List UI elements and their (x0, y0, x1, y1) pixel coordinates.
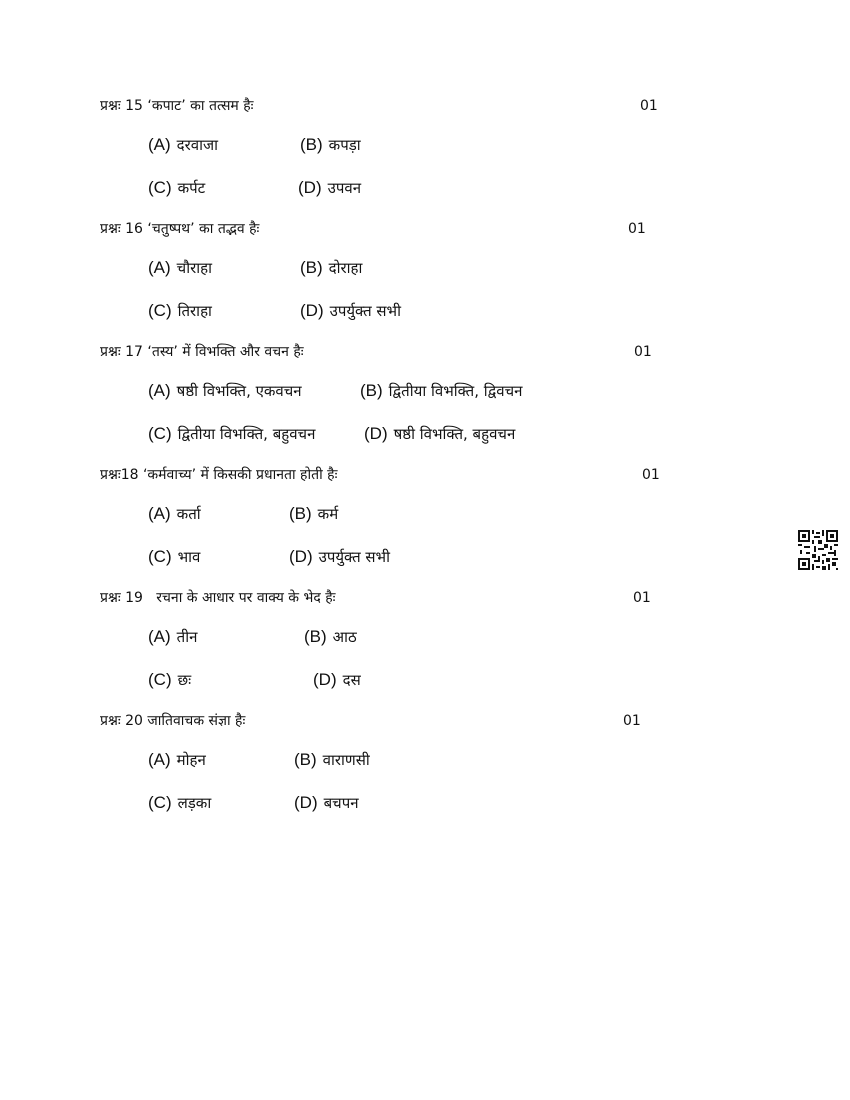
option-text: चौराहा (176, 259, 212, 277)
question-marks: 01 (628, 221, 646, 237)
option-text: बचपन (323, 794, 359, 812)
option-label: (A) (148, 135, 171, 154)
option-label: (A) (148, 627, 171, 646)
option-label: (B) (294, 750, 317, 769)
option-d (300, 300, 401, 322)
option-a (148, 380, 302, 402)
option-label: (B) (300, 135, 323, 154)
question-marks: 01 (640, 98, 658, 114)
option-text: दोराहा (328, 259, 363, 277)
option-label: (D) (289, 547, 313, 566)
option-label: (A) (148, 504, 171, 523)
option-b (289, 503, 338, 525)
question-17 (0, 342, 850, 465)
option-b (294, 749, 370, 771)
option-text: कपड़ा (328, 136, 361, 154)
question-marks: 01 (642, 467, 660, 483)
question-text: प्रश्नः 20 जातिवाचक संज्ञा हैः (100, 713, 246, 729)
question-marks: 01 (623, 713, 641, 729)
question-text: प्रश्नः 17 ‘तस्य’ में विभक्ति और वचन हैः (100, 344, 304, 360)
option-d (364, 423, 515, 445)
option-text: षष्ठी विभक्ति, एकवचन (176, 382, 302, 400)
option-b (300, 257, 362, 279)
option-a (148, 134, 218, 156)
option-label: (A) (148, 750, 171, 769)
option-label: (C) (148, 670, 172, 689)
option-label: (B) (289, 504, 312, 523)
option-label: (B) (300, 258, 323, 277)
option-text: कर्ता (176, 505, 201, 523)
option-c (148, 792, 211, 814)
option-text: कर्म (317, 505, 339, 523)
option-label: (B) (304, 627, 327, 646)
option-a (148, 749, 206, 771)
option-a (148, 503, 201, 525)
option-b (300, 134, 361, 156)
option-text: दरवाजा (176, 136, 219, 154)
option-c (148, 423, 315, 445)
option-label: (D) (300, 301, 324, 320)
option-label: (B) (360, 381, 383, 400)
option-label: (D) (313, 670, 337, 689)
option-c (148, 669, 191, 691)
option-a (148, 257, 212, 279)
option-label: (C) (148, 793, 172, 812)
option-text: छः (177, 671, 192, 689)
option-label: (C) (148, 547, 172, 566)
option-b (360, 380, 522, 402)
option-text: कर्पट (177, 179, 206, 197)
option-d (313, 669, 361, 691)
question-text: प्रश्नः 19 रचना के आधार पर वाक्य के भेद हैः (100, 590, 336, 606)
option-text: तिराहा (177, 302, 212, 320)
option-label: (C) (148, 301, 172, 320)
option-text: वाराणसी (322, 751, 370, 769)
question-marks: 01 (633, 590, 651, 606)
option-label: (A) (148, 258, 171, 277)
option-label: (D) (294, 793, 318, 812)
option-c (148, 300, 212, 322)
question-16 (0, 219, 850, 342)
option-b (304, 626, 357, 648)
question-19 (0, 588, 850, 711)
option-text: लड़का (177, 794, 212, 812)
question-text: प्रश्नः18 ‘कर्मवाच्य’ में किसकी प्रधानता होती हैः (100, 467, 338, 483)
option-d (298, 177, 361, 199)
option-text: उपवन (327, 179, 362, 197)
option-text: आठ (332, 628, 357, 646)
question-marks: 01 (634, 344, 652, 360)
question-20 (0, 711, 850, 834)
option-text: भाव (177, 548, 201, 566)
question-text: प्रश्नः 16 ‘चतुष्पथ’ का तद्भव हैः (100, 221, 260, 237)
option-text: द्वितीया विभक्ति, बहुवचन (177, 425, 316, 443)
option-text: उपर्युक्त सभी (318, 548, 390, 566)
option-text: उपर्युक्त सभी (329, 302, 401, 320)
option-d (289, 546, 390, 568)
option-text: मोहन (176, 751, 206, 769)
option-text: दस (342, 671, 361, 689)
option-a (148, 626, 197, 648)
option-text: तीन (176, 628, 198, 646)
option-c (148, 546, 200, 568)
qr-code-icon (798, 530, 838, 570)
question-text: प्रश्नः 15 ‘कपाट’ का तत्सम हैः (100, 98, 254, 114)
option-text: द्वितीया विभक्ति, द्विवचन (388, 382, 523, 400)
option-label: (D) (298, 178, 322, 197)
option-label: (C) (148, 424, 172, 443)
option-label: (A) (148, 381, 171, 400)
option-d (294, 792, 359, 814)
option-c (148, 177, 205, 199)
question-15 (0, 96, 850, 219)
option-text: षष्ठी विभक्ति, बहुवचन (393, 425, 516, 443)
option-label: (D) (364, 424, 388, 443)
question-18 (0, 465, 850, 588)
option-label: (C) (148, 178, 172, 197)
